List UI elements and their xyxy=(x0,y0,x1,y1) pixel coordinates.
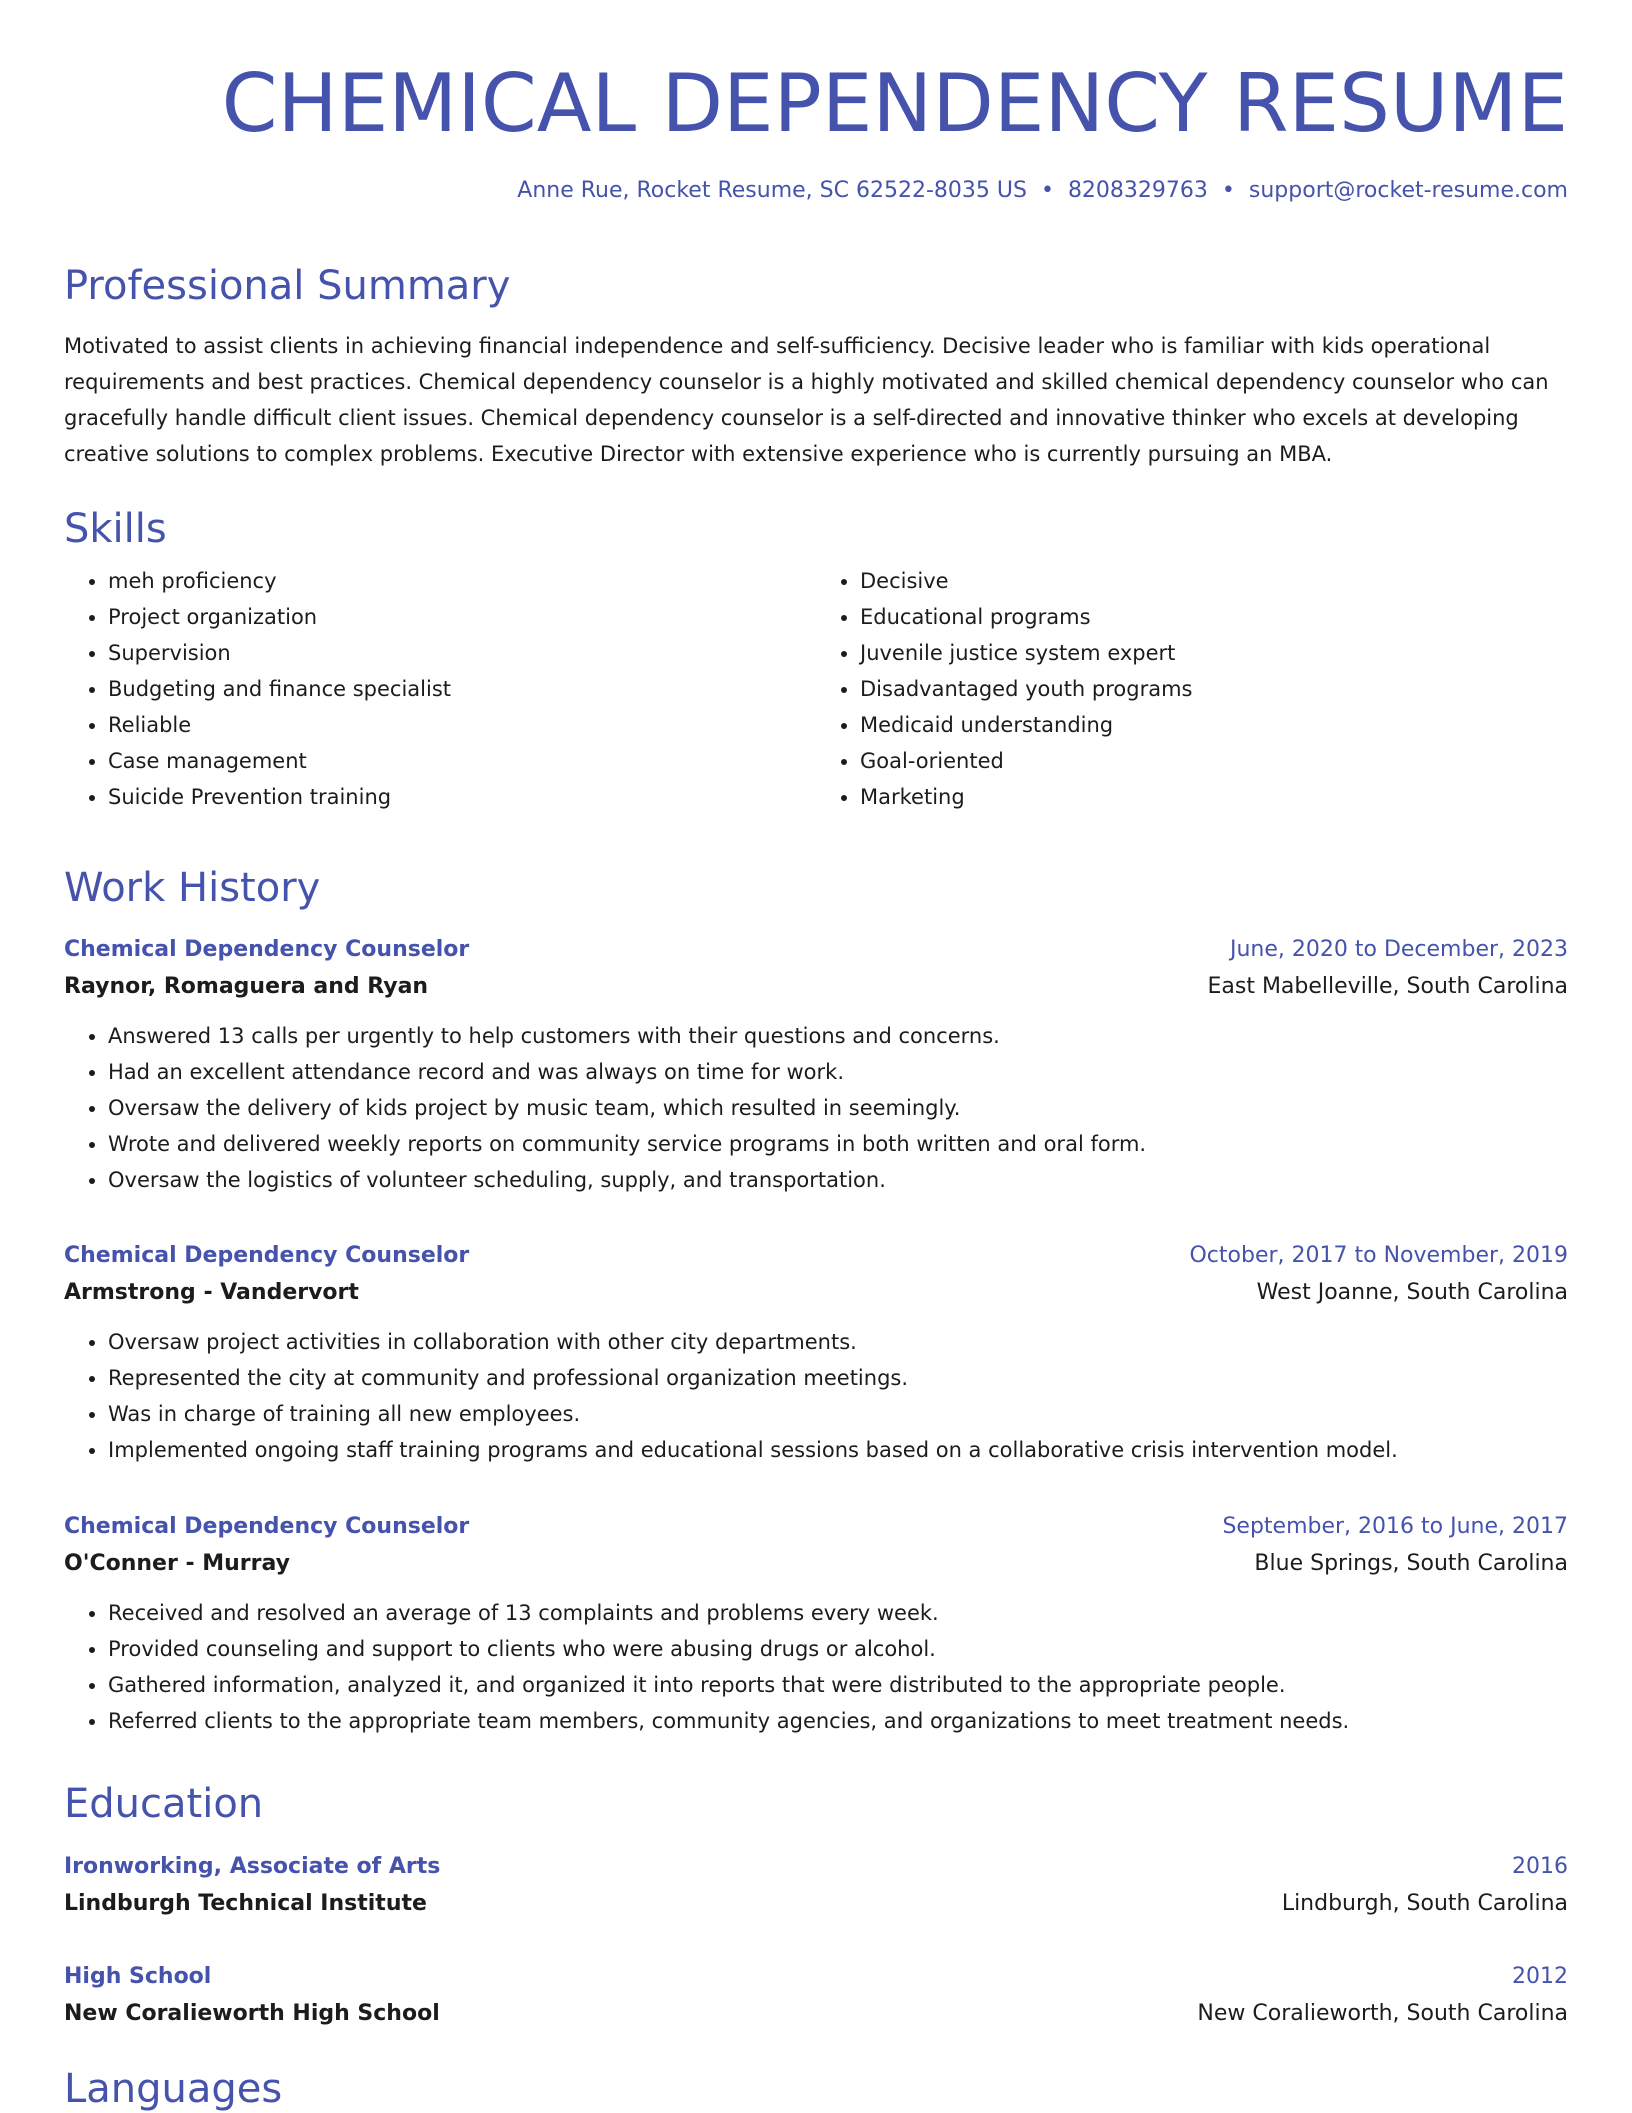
education-degree: Ironworking, Associate of Arts xyxy=(64,1854,441,1879)
job-title: Chemical Dependency Counselor xyxy=(64,1243,470,1268)
job-entry xyxy=(64,1238,1568,1468)
resume-page xyxy=(64,0,1568,2112)
job-bullets xyxy=(64,1595,1568,1739)
skill-item: • Goal-oriented xyxy=(860,743,1568,779)
education-school: New Coralieworth High School xyxy=(64,2001,440,2026)
section-heading-summary: Professional Summary xyxy=(64,263,511,309)
skills-columns xyxy=(64,563,1568,815)
job-bullet: • Oversaw project activities in collaboration with other city departments. xyxy=(108,1324,1568,1360)
job-bullet: • Wrote and delivered weekly reports on community service programs in both written and oral form. xyxy=(108,1126,1568,1162)
job-bullet: • Answered 13 calls per urgently to help customers with their questions and concerns. xyxy=(108,1018,1568,1054)
job-employer: Armstrong - Vandervort xyxy=(64,1280,359,1305)
job-bullet: • Represented the city at community and professional organization meetings. xyxy=(108,1360,1568,1396)
languages-section xyxy=(64,2065,1568,2113)
contact-line xyxy=(517,176,1568,206)
job-dates: October, 2017 to November, 2019 xyxy=(1189,1243,1568,1268)
education-section xyxy=(64,1780,1568,1828)
education-entry xyxy=(64,1849,1568,1923)
job-bullets xyxy=(64,1018,1568,1198)
skill-item: • Reliable xyxy=(108,707,816,743)
skills-section xyxy=(64,505,1568,815)
section-heading-skills: Skills xyxy=(64,506,167,552)
summary-text: Motivated to assist clients in achieving financial independence and self-sufficiency. Decisive leader who is familiar with kids operational requirements and best practices. Chemical dependency counselor is a highly motivated and skilled chemical dependency counselor who can gracefully handle difficult client issues. Chemical dependency counselor is a self-directed and innovative thinker who excels at developing creative solutions to complex problems. Executive Director with extensive experience who is currently pursuing an MBA. xyxy=(64,334,1549,466)
job-bullets xyxy=(64,1324,1568,1468)
resume-title: CHEMICAL DEPENDENCY RESUME xyxy=(221,57,1568,150)
job-location: East Mabelleville, South Carolina xyxy=(1207,974,1568,999)
skill-item: • meh proficiency xyxy=(108,563,816,599)
job-bullet: • Implemented ongoing staff training programs and educational sessions based on a collaborative crisis intervention model. xyxy=(108,1432,1568,1468)
skill-item: • Suicide Prevention training xyxy=(108,779,816,815)
skills-list-right xyxy=(816,563,1568,815)
job-bullet: • Referred clients to the appropriate team members, community agencies, and organizations to meet treatment needs. xyxy=(108,1703,1568,1739)
contact-phone[interactable]: 8208329763 xyxy=(1067,178,1208,203)
job-bullet: • Gathered information, analyzed it, and organized it into reports that were distributed to the appropriate people. xyxy=(108,1667,1568,1703)
job-bullet: • Provided counseling and support to clients who were abusing drugs or alcohol. xyxy=(108,1631,1568,1667)
contact-separator: • xyxy=(1040,178,1054,203)
skill-item: • Case management xyxy=(108,743,816,779)
section-heading-education: Education xyxy=(64,1781,264,1827)
contact-address: Anne Rue, Rocket Resume, SC 62522-8035 US xyxy=(517,178,1027,203)
job-bullet: • Had an excellent attendance record and was always on time for work. xyxy=(108,1054,1568,1090)
education-degree: High School xyxy=(64,1964,212,1989)
skill-item: • Project organization xyxy=(108,599,816,635)
job-bullet: • Received and resolved an average of 13 complaints and problems every week. xyxy=(108,1595,1568,1631)
job-location: West Joanne, South Carolina xyxy=(1256,1280,1568,1305)
summary-section xyxy=(64,262,1568,472)
skill-item: • Educational programs xyxy=(860,599,1568,635)
job-title: Chemical Dependency Counselor xyxy=(64,937,470,962)
job-employer: O'Conner - Murray xyxy=(64,1551,291,1576)
job-location: Blue Springs, South Carolina xyxy=(1254,1551,1568,1576)
skill-item: • Medicaid understanding xyxy=(860,707,1568,743)
work-section xyxy=(64,864,1568,912)
job-title: Chemical Dependency Counselor xyxy=(64,1514,470,1539)
skills-list-left xyxy=(64,563,816,815)
job-bullet: • Oversaw the logistics of volunteer scheduling, supply, and transportation. xyxy=(108,1162,1568,1198)
skill-item: • Marketing xyxy=(860,779,1568,815)
education-year: 2016 xyxy=(1512,1854,1568,1879)
job-dates: June, 2020 to December, 2023 xyxy=(1229,937,1568,962)
education-location: New Coralieworth, South Carolina xyxy=(1197,2001,1568,2026)
job-employer: Raynor, Romaguera and Ryan xyxy=(64,974,429,999)
education-year: 2012 xyxy=(1512,1964,1568,1989)
job-dates: September, 2016 to June, 2017 xyxy=(1222,1514,1568,1539)
section-heading-languages: Languages xyxy=(64,2066,283,2112)
skill-item: • Supervision xyxy=(108,635,816,671)
skill-item: • Disadvantaged youth programs xyxy=(860,671,1568,707)
job-bullet: • Was in charge of training all new employees. xyxy=(108,1396,1568,1432)
job-entry xyxy=(64,932,1568,1198)
education-location: Lindburgh, South Carolina xyxy=(1281,1891,1568,1916)
education-entry xyxy=(64,1959,1568,2033)
section-heading-work: Work History xyxy=(64,865,321,911)
contact-separator: • xyxy=(1221,178,1235,203)
skill-item: • Juvenile justice system expert xyxy=(860,635,1568,671)
skill-item: • Decisive xyxy=(860,563,1568,599)
education-school: Lindburgh Technical Institute xyxy=(64,1891,427,1916)
contact-email[interactable]: support@rocket-resume.com xyxy=(1248,178,1568,203)
job-entry xyxy=(64,1509,1568,1739)
job-bullet: • Oversaw the delivery of kids project by music team, which resulted in seemingly. xyxy=(108,1090,1568,1126)
skill-item: • Budgeting and finance specialist xyxy=(108,671,816,707)
